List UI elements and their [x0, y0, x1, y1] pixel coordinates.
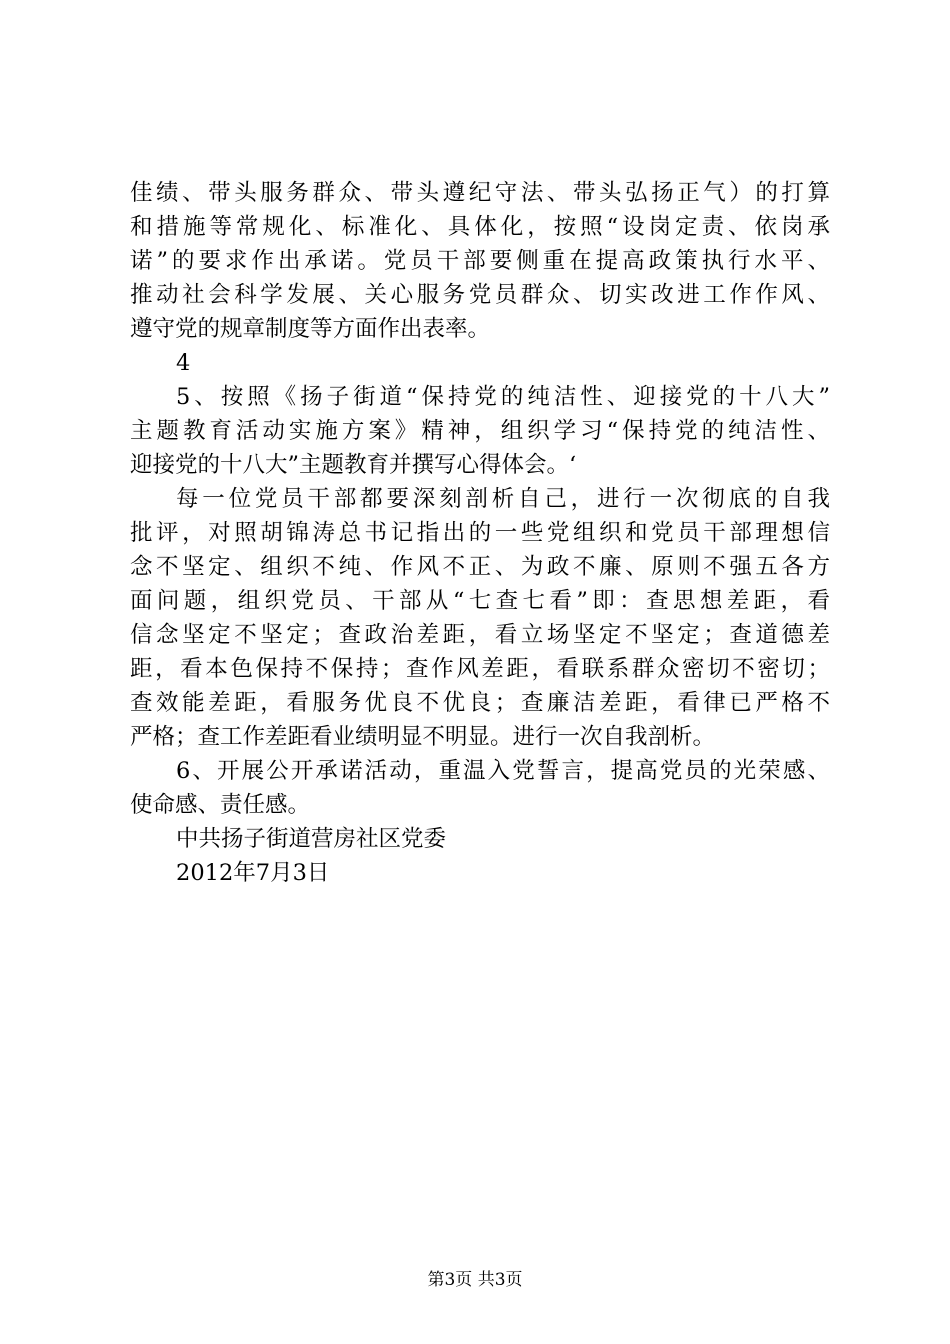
text-line: 信念坚定不坚定；查政治差距，看立场坚定不坚定；查道德差 — [130, 622, 830, 648]
signature-organization: 中共扬子街道营房社区党委 — [176, 826, 447, 852]
text-line: 使命感、责任感。 — [130, 792, 311, 818]
document-body — [130, 176, 830, 890]
text-line: 遵守党的规章制度等方面作出表率。 — [130, 316, 491, 342]
item-5-line: 5、按照《扬子街道“保持党的纯洁性、迎接党的十八大” — [176, 384, 830, 410]
text-line: 查效能差距，看服务优良不优良；查廉洁差距，看律已严格不 — [130, 690, 830, 716]
text-line: 迎接党的十八大”主题教育并撰写心得体会。‘ — [130, 452, 577, 478]
text-line: 主题教育活动实施方案》精神，组织学习“保持党的纯洁性、 — [130, 418, 830, 444]
text-line: 推动社会科学发展、关心服务党员群众、切实改进工作作风、 — [130, 282, 830, 308]
text-line: 念不坚定、组织不纯、作风不正、为政不廉、原则不强五各方 — [130, 554, 830, 580]
item-6-line: 6、开展公开承诺活动，重温入党誓言，提高党员的光荣感、 — [176, 758, 830, 784]
text-line: 诺”的要求作出承诺。党员干部要侧重在提高政策执行水平、 — [130, 248, 830, 274]
page-marker-number: 4 — [176, 350, 191, 376]
text-line: 严格；查工作差距看业绩明显不明显。进行一次自我剖析。 — [130, 724, 716, 750]
page-footer: 第3页 共3页 — [427, 1270, 523, 1290]
text-line: 和措施等常规化、标准化、具体化，按照“设岗定责、依岗承 — [130, 214, 830, 240]
text-line: 佳绩、带头服务群众、带头遵纪守法、带头弘扬正气）的打算 — [130, 180, 830, 206]
text-line: 批评，对照胡锦涛总书记指出的一些党组织和党员干部理想信 — [130, 520, 830, 546]
text-line: 面问题，组织党员、干部从“七查七看”即：查思想差距，看 — [130, 588, 830, 614]
text-line: 距，看本色保持不保持；查作风差距，看联系群众密切不密切； — [130, 656, 830, 682]
signature-date: 2012年7月3日 — [176, 860, 330, 886]
paragraph-start-line: 每一位党员干部都要深刻剖析自己，进行一次彻底的自我 — [176, 486, 830, 512]
